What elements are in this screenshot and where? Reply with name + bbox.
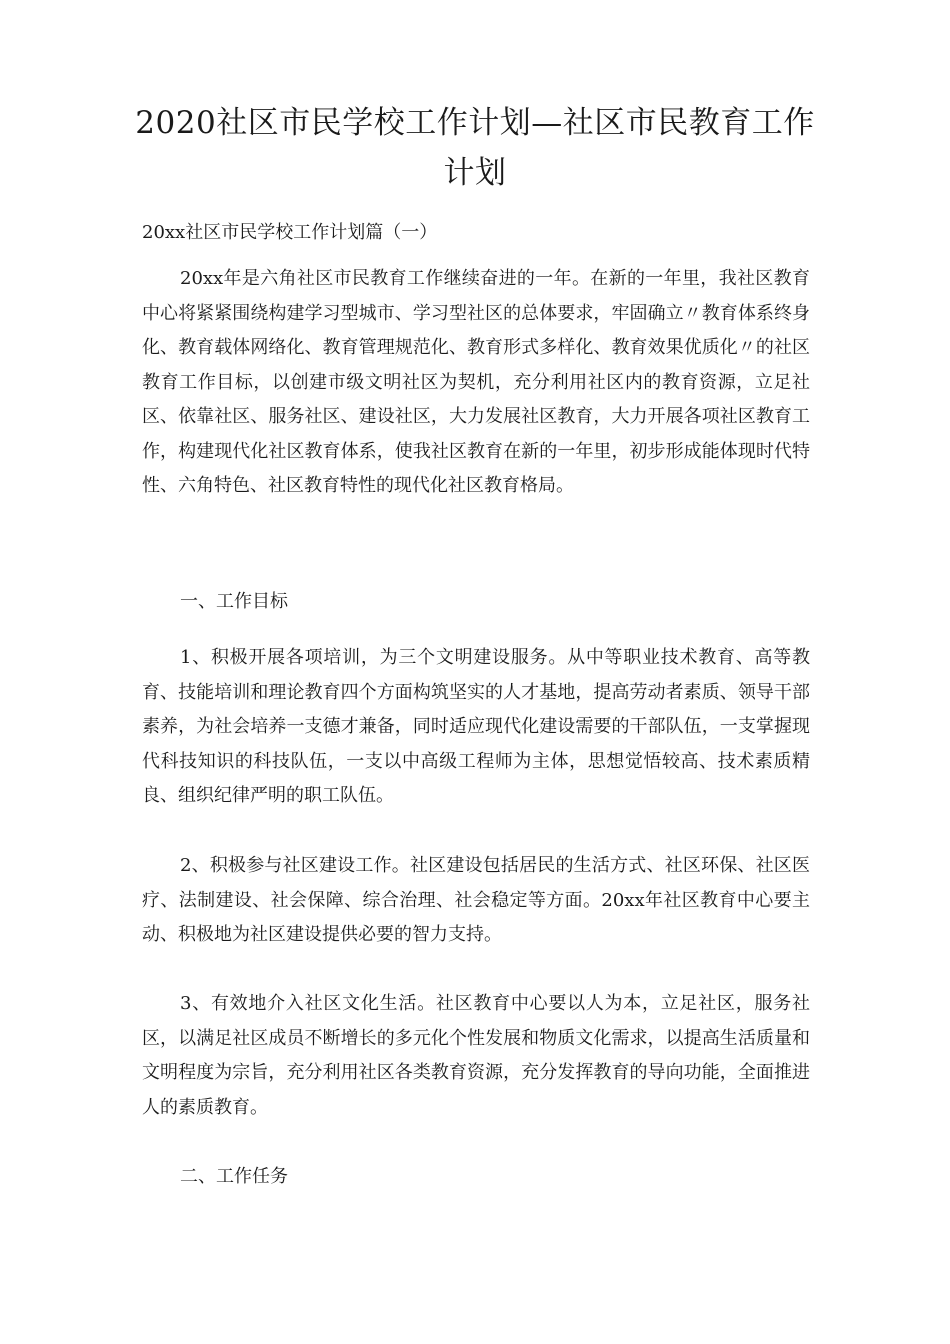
document-title: 2020社区市民学校工作计划—社区市民教育工作计划 (135, 105, 815, 191)
goal-item-3: 3、有效地介入社区文化生活。社区教育中心要以人为本，立足社区，服务社区，以满足社区成员不断增长的多元化个性发展和物质文化需求，以提高生活质量和文明程度为宗旨，充分利用社区各类教育资源，充分发挥教育的导向功能，全面推进人的素质教育。 (142, 993, 810, 1118)
intro-paragraph: 20xx年是六角社区市民教育工作继续奋进的一年。在新的一年里，我社区教育中心将紧紧围绕构建学习型城市、学习型社区的总体要求，牢固确立〃教育体系终身化、教育载体网络化、教育管理规范化、教育形式多样化、教育效果优质化〃的社区教育工作目标，以创建市级文明社区为契机，充分利用社区内的教育资源，立足社区、依靠社区、服务社区、建设社区，大力发展社区教育，大力开展各项社区教育工作，构建现代化社区教育体系，使我社区教育在新的一年里，初步形成能体现时代特性、六角特色、社区教育特性的现代化社区教育格局。 (142, 268, 810, 496)
goal-item-2: 2、积极参与社区建设工作。社区建设包括居民的生活方式、社区环保、社区医疗、法制建设、社会保障、综合治理、社会稳定等方面。20xx年社区教育中心要主动、积极地为社区建设提供必要的智力支持。 (142, 855, 810, 945)
goal-item-1: 1、积极开展各项培训，为三个文明建设服务。从中等职业技术教育、高等教育、技能培训和理论教育四个方面构筑坚实的人才基地，提高劳动者素质、领导干部素养，为社会培养一支德才兼备，同时适应现代化建设需要的干部队伍，一支掌握现代科技知识的科技队伍，一支以中高级工程师为主体，思想觉悟较高、技术素质精良、组织纪律严明的职工队伍。 (142, 647, 810, 806)
heading-work-goals: 一、工作目标 (180, 591, 288, 612)
section-subtitle: 20xx社区市民学校工作计划篇（一） (142, 222, 438, 243)
heading-work-tasks: 二、工作任务 (180, 1166, 288, 1187)
